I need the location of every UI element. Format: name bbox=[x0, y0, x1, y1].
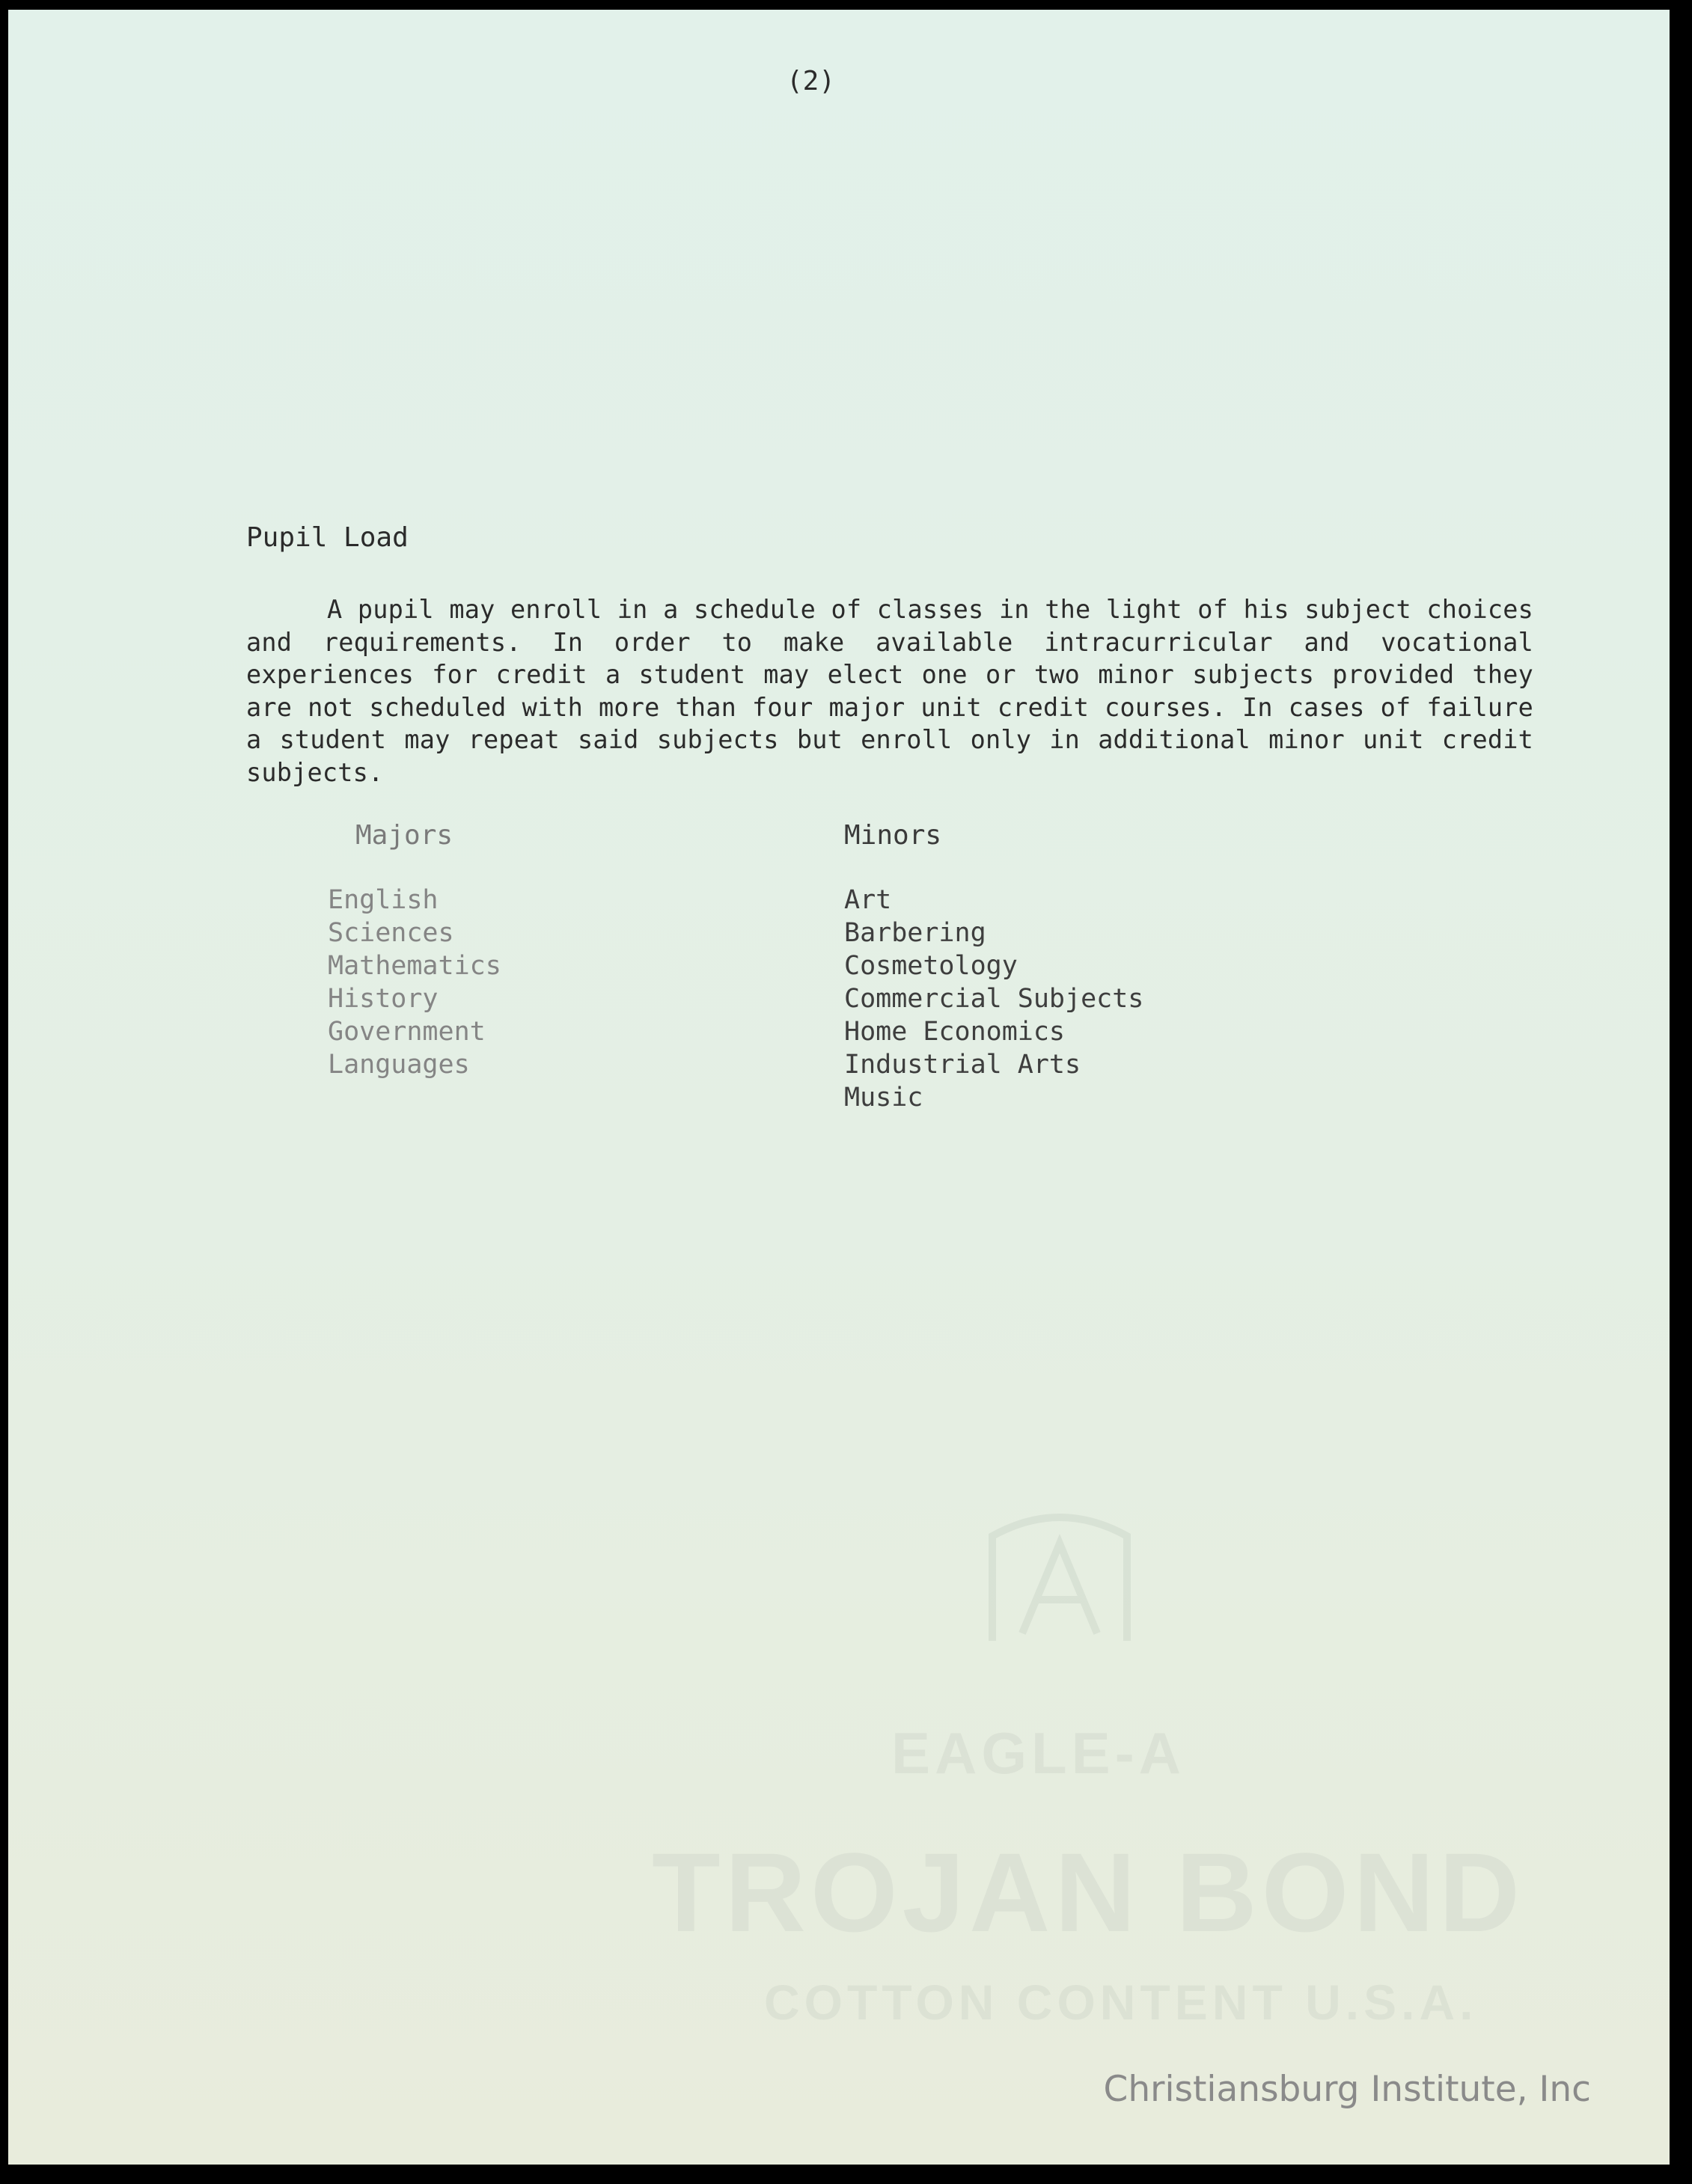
list-item: Industrial Arts bbox=[844, 1050, 1081, 1080]
watermark-brand: EAGLE-A bbox=[891, 1720, 1185, 1786]
majors-list bbox=[328, 884, 501, 1081]
list-item: Languages bbox=[328, 1050, 470, 1080]
list-item: English bbox=[328, 885, 439, 915]
eagle-watermark-icon bbox=[977, 1506, 1142, 1656]
list-item: Sciences bbox=[328, 918, 454, 948]
document-page bbox=[8, 10, 1670, 2165]
majors-heading: Majors bbox=[355, 820, 453, 851]
minors-list bbox=[844, 884, 1143, 1114]
list-item: History bbox=[328, 984, 439, 1014]
list-item: Commercial Subjects bbox=[844, 984, 1144, 1014]
archive-credit: Christiansburg Institute, Inc bbox=[1103, 2069, 1591, 2110]
section-title: Pupil Load bbox=[246, 522, 409, 553]
minors-heading: Minors bbox=[844, 820, 942, 851]
list-item: Barbering bbox=[844, 918, 986, 948]
list-item: Music bbox=[844, 1083, 923, 1113]
list-item: Art bbox=[844, 885, 892, 915]
list-item: Mathematics bbox=[328, 951, 501, 981]
watermark-content: COTTON CONTENT U.S.A. bbox=[764, 1975, 1478, 2030]
body-paragraph: A pupil may enroll in a schedule of classes in the light of his subject choices and requirements. In order to make available intracurricular and vocational experiences for credit a student may elect one or two minor subjects provided they are not scheduled with more than four major unit credit courses. In cases of failure a student may repeat said subjects but enroll only in additional minor unit credit subjects. bbox=[246, 595, 1533, 787]
list-item: Cosmetology bbox=[844, 951, 1018, 981]
list-item: Government bbox=[328, 1017, 486, 1047]
list-item: Home Economics bbox=[844, 1017, 1066, 1047]
page-number: (2) bbox=[787, 66, 836, 97]
watermark-paper-name: TROJAN BOND bbox=[652, 1829, 1525, 1955]
